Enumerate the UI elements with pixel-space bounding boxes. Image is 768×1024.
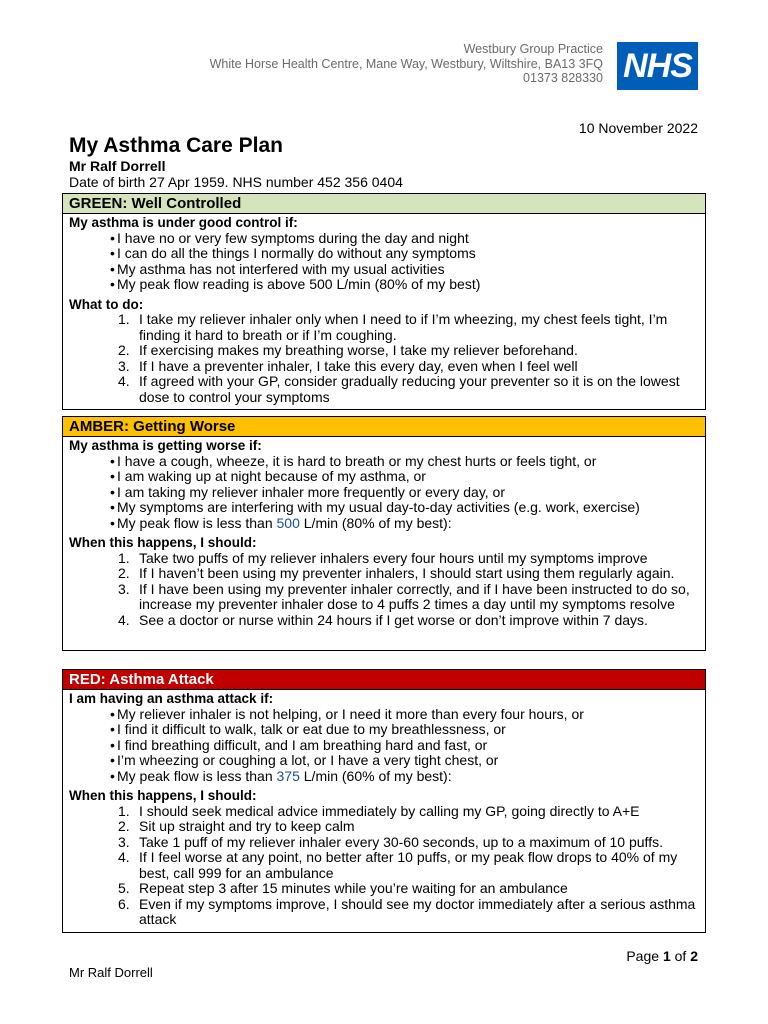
list-item: • My reliever inhaler is not helping, or I need it more than every four hours, or xyxy=(117,707,699,723)
green-intro: My asthma is under good control if: xyxy=(69,215,298,230)
red-zone xyxy=(62,669,706,933)
amber-steps-list xyxy=(69,551,699,629)
red-peak-flow-value: 375 xyxy=(276,767,300,784)
list-item: 6. Even if my symptoms improve, I should see my doctor immediately after a serious asthma attack xyxy=(118,895,696,927)
list-item: 2. Sit up straight and try to keep calm xyxy=(118,818,355,834)
amber-intro: My asthma is getting worse if: xyxy=(69,438,262,453)
green-todo-title: What to do: xyxy=(69,296,144,312)
list-item: 4. See a doctor or nurse within 24 hours if I get worse or don’t improve within 7 days. xyxy=(118,611,648,628)
amber-peak-flow-value: 500 xyxy=(276,514,300,531)
nhs-logo: NHS xyxy=(617,42,698,90)
list-item: 2. If I haven’t been using my preventer inhalers, I should start using them regularly again. xyxy=(118,565,675,581)
green-zone-heading: GREEN: Well Controlled xyxy=(63,194,705,214)
amber-zone xyxy=(62,416,706,651)
list-item: • I can do all the things I normally do without any symptoms xyxy=(117,246,699,262)
list-item: 1. I should seek medical advice immediately by calling my GP, going directly to A+E xyxy=(118,802,640,819)
practice-name: Westbury Group Practice xyxy=(463,42,603,56)
list-item: 3. Take 1 puff of my reliever inhaler every 30-60 seconds, up to a maximum of 10 puffs. xyxy=(118,833,663,850)
list-item: • I find it difficult to walk, talk or eat due to my breathlessness, or xyxy=(117,722,699,738)
green-symptom-list xyxy=(69,231,699,293)
red-todo-title: When this happens, I should: xyxy=(69,788,257,803)
list-item: 4. If agreed with your GP, consider gradually reducing your preventer so it is on the lowest dose to control your symptoms xyxy=(118,373,680,405)
red-intro: I am having an asthma attack if: xyxy=(69,691,274,706)
list-item: 5. Repeat step 3 after 15 minutes while you’re waiting for an ambulance xyxy=(118,880,568,896)
list-item: • I’m wheezing or coughing a lot, or I have a very tight chest, or xyxy=(117,753,699,769)
list-item: • My symptoms are interfering with my usual day-to-day activities (e.g. work, exercise) xyxy=(117,500,699,516)
list-item: 1. I take my reliever inhaler only when I need to if I’m wheezing, my chest feels tight, I’m finding it hard to breath or if I’m coughing. xyxy=(118,311,668,343)
practice-phone: 01373 828330 xyxy=(523,71,603,85)
practice-address: White Horse Health Centre, Mane Way, Westbury, Wiltshire, BA13 3FQ xyxy=(209,56,603,71)
list-item: • I am taking my reliever inhaler more frequently or every day, or xyxy=(117,485,699,501)
amber-zone-heading: AMBER: Getting Worse xyxy=(63,417,705,437)
page-number: Page 1 of 2 xyxy=(626,948,698,964)
list-item-peak-flow: • My peak flow is less than 375 L/min (60% of my best): xyxy=(117,769,699,785)
list-item: • My asthma has not interfered with my usual activities xyxy=(117,262,699,278)
red-symptom-list xyxy=(69,707,699,785)
patient-name: Mr Ralf Dorrell xyxy=(69,158,166,174)
list-item: 3. If I have been using my preventer inhaler correctly, and if I have been instructed to do so, increase my preventer inhaler dose to 4 puffs 2 times a day until my symptoms resolve xyxy=(118,580,690,612)
page-title: My Asthma Care Plan xyxy=(69,134,283,157)
list-item: • I have no or very few symptoms during the day and night xyxy=(117,231,699,247)
list-item: • I find breathing difficult, and I am breathing hard and fast, or xyxy=(117,738,699,754)
red-zone-heading: RED: Asthma Attack xyxy=(63,670,705,690)
letter-date: 10 November 2022 xyxy=(578,120,698,136)
list-item: • I have a cough, wheeze, it is hard to breath or my chest hurts or feels tight, or xyxy=(117,454,699,470)
red-steps-list xyxy=(69,804,699,928)
list-item: 2. If exercising makes my breathing worse, I take my reliever beforehand. xyxy=(118,342,578,358)
list-item: • My peak flow reading is above 500 L/min (80% of my best) xyxy=(117,277,699,293)
amber-todo-title: When this happens, I should: xyxy=(69,535,257,550)
list-item: 3. If I have a preventer inhaler, I take this every day, even when I feel well xyxy=(118,357,578,374)
amber-symptom-list xyxy=(69,454,699,532)
practice-info xyxy=(210,42,603,86)
list-item: 4. If I feel worse at any point, no better after 10 puffs, or my peak flow drops to 40% of my best, call 999 for an ambulance xyxy=(118,849,678,881)
green-zone xyxy=(62,193,706,410)
list-item: • I am waking up at night because of my asthma, or xyxy=(117,469,699,485)
patient-details: Date of birth 27 Apr 1959. NHS number 452 356 0404 xyxy=(69,174,403,190)
list-item-peak-flow: • My peak flow is less than 500 L/min (80% of my best): xyxy=(117,516,699,532)
green-steps-list xyxy=(69,312,699,405)
list-item: 1. Take two puffs of my reliever inhalers every four hours until my symptoms improve xyxy=(118,549,648,566)
footer-patient-name: Mr Ralf Dorrell xyxy=(69,965,153,980)
